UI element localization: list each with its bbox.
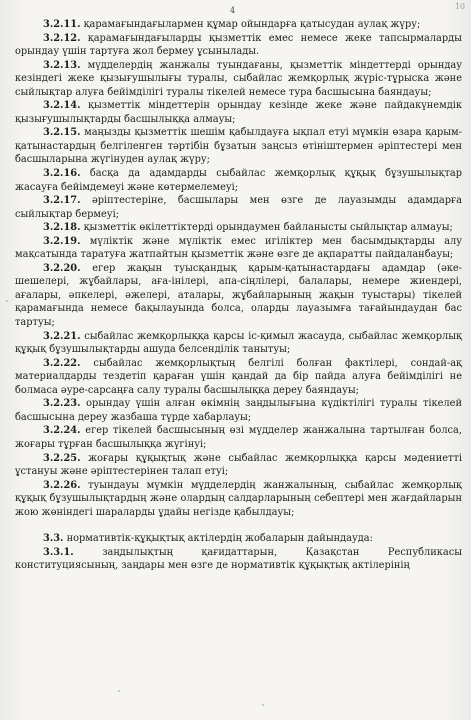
scan-speck (262, 704, 264, 706)
clause-number: 3.2.24. (43, 425, 81, 437)
clause-text: мүдделердің жанжалы туындағаны, қызметтік міндеттерді орындау кезіндегі жеке қызығушылығы туралы, сыбайлас жемқорлық жүріс-тұрыска және сыйлықтар алуға бейімділігі туралы тікелей немесе тура басшысына баяндауы; (15, 59, 462, 98)
section-number: 3.3. (43, 533, 64, 545)
clause-text: қарамағындағыларды қызметтік емес немесе жеке тапсырмаларды орындау үшін тартуға жол бермеу ұсынылады. (15, 32, 462, 58)
clause-text: туындауы мүмкін мүдделердің жанжалының, сыбайлас жемқорлық құқық бұзушылықтардың және олардың салдарларының себептері мен жағдайларын жою жөніндегі шараларды ұдайы негізде қабылдауы; (15, 479, 462, 518)
clause-text: басқа да адамдарды сыбайлас жемқорлық құқық бұзушылықтар жасауға бейімдемеуі және көтермелемеуі; (15, 168, 463, 193)
clause-3-2-21 (15, 330, 462, 357)
clause-number: 3.2.17. (43, 195, 81, 207)
clause-3-2-11 (15, 18, 462, 32)
clause-number: 3.2.19. (43, 235, 81, 247)
page-number: 4 (230, 6, 236, 15)
clause-3-3-1 (15, 546, 462, 573)
clause-number: 3.2.22. (43, 357, 81, 369)
clause-text: орындау үшін алған өкімнің заңдылығына күдіктілігі туралы тікелей басшысына дереу жазбаша түрде хабарлауы; (15, 398, 462, 423)
clause-3-2-16 (15, 167, 462, 194)
clause-3-2-18 (15, 221, 462, 235)
scan-speck (118, 690, 120, 692)
clause-3-2-14 (15, 99, 462, 126)
clause-number: 3.2.23. (43, 398, 81, 410)
clause-3-2-23 (15, 397, 462, 424)
clause-text: қызметтік өкілеттіктерді орындаумен байланысты сыйлықтар алмауы; (83, 222, 453, 234)
clause-number: 3.2.12. (43, 32, 81, 44)
clause-text: әріптестеріне, басшылары мен өзге де лауазымды адамдарға сыйлықтар бермеуі; (15, 195, 463, 220)
clause-text: жоғары құқықтық және сыбайлас жемқорлыққа қарсы мәдениетті ұстануы және әріптестерінен талап етуі; (15, 452, 462, 478)
clause-text: сыбайлас жемқорлықтың белгілі болған фактілері, сондай-ақ материалдарды тездетіп қараған үшін қандай да бір пайда алуға бейімділігі не болмаса әуре-сарсаңға салу туралы басшылыққа дереу баяндауы; (15, 357, 462, 396)
clause-text: қызметтік міндеттерін орындау кезінде жеке және пайдакүнемдік қызығушылықтарды басшылыққа алмауы; (15, 100, 462, 125)
clause-number: 3.2.21. (43, 330, 81, 342)
clause-number: 3.2.15. (43, 127, 81, 139)
clause-number: 3.2.16. (43, 168, 81, 180)
clause-text: маңызды қызметтік шешім қабылдауға ықпал етуі мүмкін өзара қарым-қатынастардың белгіленген тәртібін бұзатын заңсыз өтініштермен әріптестері мен басшыларына жүгінуден аулақ жүру; (15, 127, 462, 166)
clause-text: заңдылықтың қағидаттарын, Қазақстан Республикасы конституциясының, заңдары мен өзге де нормативтік құқықтық актілерінің (15, 546, 462, 572)
document-body (15, 18, 462, 573)
section-gap (15, 519, 462, 532)
clause-number: 3.3.1. (43, 546, 74, 558)
clause-text: мүліктік және мүліктік емес игіліктер мен басымдықтарды алу мақсатында таратуға жатпайтын қызметтік және өзге де ақпаратты пайдаланбауы; (15, 235, 462, 261)
clause-text: егер тікелей басшысының өзі мүдделер жанжалына тартылған болса, жоғары тұрған басшылыққа жүгінуі; (15, 425, 462, 450)
clause-3-2-20 (15, 262, 462, 330)
clause-3-2-19 (15, 235, 462, 262)
scan-speck (6, 300, 8, 302)
clause-number: 3.2.20. (43, 262, 81, 274)
clause-3-2-12 (15, 32, 462, 59)
clause-number: 3.2.26. (43, 479, 81, 491)
clause-3-2-24 (15, 424, 462, 451)
clause-number: 3.2.14. (43, 100, 81, 112)
clause-text: егер жақын туысқандық қарым-қатынастардағы адамдар (әке-шешелері, жұбайлары, аға-інілері, апа-сіңлілері, балалары, немере жиендері, ағалары, әпкелері, әжелері, аталары, жұбайларының жақын туыстары) тікелей қарамағында немесе бақылауында болса, оларды лауазымға тағайындаудан бас тартуы; (15, 262, 462, 329)
clause-number: 3.2.13. (43, 59, 81, 71)
clause-3-2-15 (15, 126, 462, 167)
corner-mark: 10 (454, 2, 465, 11)
clause-number: 3.2.18. (43, 222, 81, 234)
clause-text: қарамағындағылармен құмар ойындарға қатысудан аулақ жүру; (83, 19, 421, 30)
clause-3-2-25 (15, 452, 462, 479)
clause-3-2-13 (15, 59, 462, 100)
clause-number: 3.2.25. (43, 452, 81, 464)
clause-text: сыбайлас жемқорлыққа қарсы іс-қимыл жасауда, сыбайлас жемқорлық құқық бұзушылықтарды ашуда белсенділік танытуы; (15, 330, 462, 356)
clause-3-2-26 (15, 479, 462, 520)
clause-number: 3.2.11. (43, 19, 81, 30)
clause-3-2-22 (15, 357, 462, 398)
section-heading-3-3 (15, 532, 462, 546)
section-title: нормативтік-құқықтық актілердің жобаларын дайындауда: (66, 533, 373, 545)
clause-3-2-17 (15, 194, 462, 221)
